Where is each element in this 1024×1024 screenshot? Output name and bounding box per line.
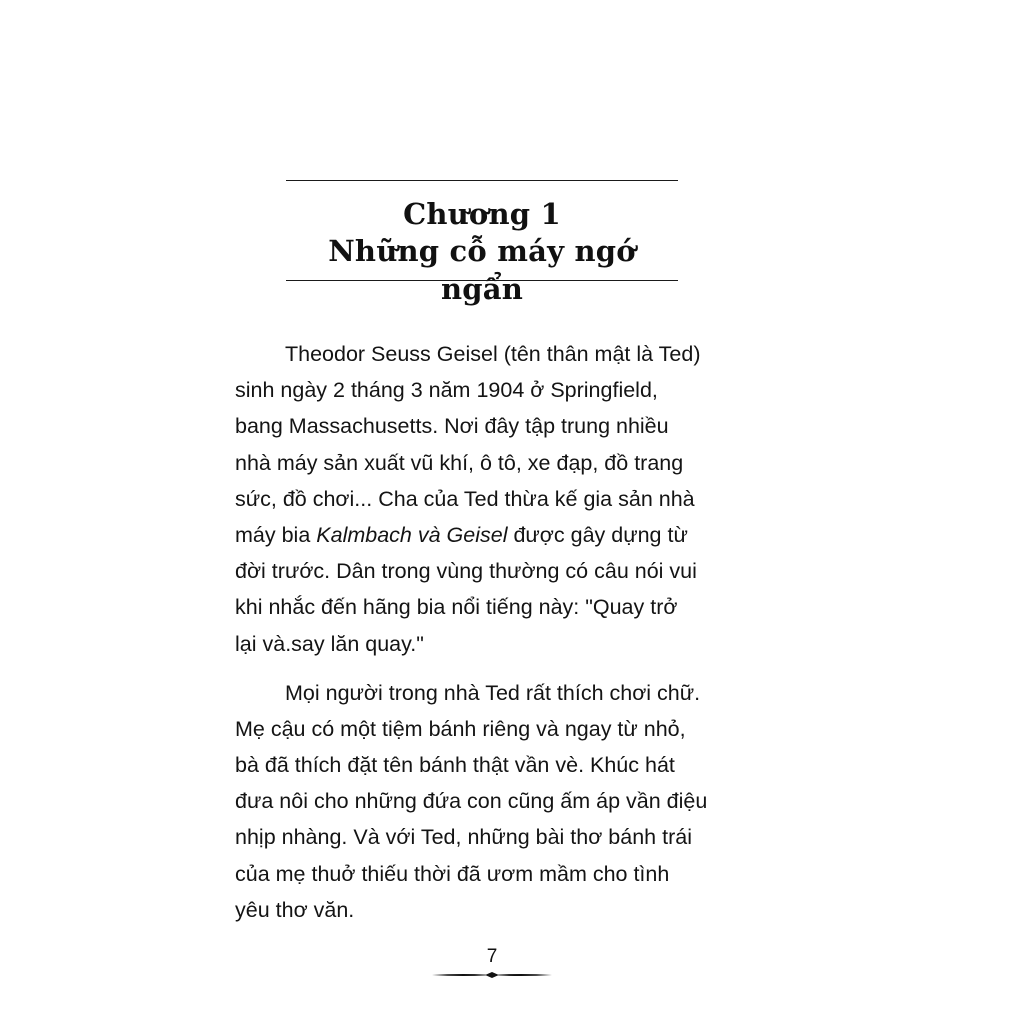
paragraph-2-line-6: của mẹ thuở thiếu thời đã ươm mầm cho tình [235, 861, 670, 886]
paragraph-1-line-7: đời trước. Dân trong vùng thường có câu nói vui [235, 559, 697, 584]
paragraph-gap [235, 662, 775, 675]
bottom-rule [286, 280, 678, 281]
line-6-after: được gây dựng từ [507, 522, 688, 547]
paragraph-2-line-2: Mẹ cậu có một tiệm bánh riêng và ngay từ nhỏ, [235, 716, 686, 741]
chapter-label: Chương 1 [403, 197, 561, 231]
chapter-title: Những cỗ máy ngớ ngẩn [328, 234, 636, 306]
paragraph-1-line-8: khi nhắc đến hãng bia nổi tiếng này: "Quay trở [235, 595, 678, 620]
paragraph-2-line-4: đưa nôi cho những đứa con cũng ấm áp vần điệu [235, 789, 708, 814]
top-rule [286, 180, 678, 181]
paragraph-2-line-7: yêu thơ văn. [235, 897, 355, 922]
brewery-name: Kalmbach và Geisel [316, 522, 508, 547]
paragraph-1-line-6 [235, 517, 775, 553]
paragraph-2-line-1: Mọi người trong nhà Ted rất thích chơi chữ. [285, 680, 701, 705]
line-6-before: máy bia [235, 522, 317, 547]
paragraph-1-line-9: lại và.say lăn quay." [235, 631, 424, 656]
paragraph-1-line-5: sức, đồ chơi... Cha của Ted thừa kế gia sản nhà [235, 486, 695, 511]
paragraph-1-line-3: bang Massachusetts. Nơi đây tập trung nhiều [235, 414, 669, 439]
paragraph-2-line-5: nhịp nhàng. Và với Ted, những bài thơ bánh trái [235, 825, 692, 850]
paragraph-1-line-2: sinh ngày 2 tháng 3 năm 1904 ở Springfield, [235, 378, 658, 403]
page-footer [430, 946, 554, 980]
page-number: 7 [486, 946, 498, 967]
body-text [235, 336, 775, 928]
footer-ornament-icon [430, 970, 554, 980]
chapter-heading [286, 196, 678, 308]
paragraph-2-line-3: bà đã thích đặt tên bánh thật vần vè. Khúc hát [235, 753, 675, 778]
paragraph-1-line-4: nhà máy sản xuất vũ khí, ô tô, xe đạp, đồ trang [235, 450, 684, 475]
paragraph-1-line-1: Theodor Seuss Geisel (tên thân mật là Ted) [285, 342, 701, 366]
